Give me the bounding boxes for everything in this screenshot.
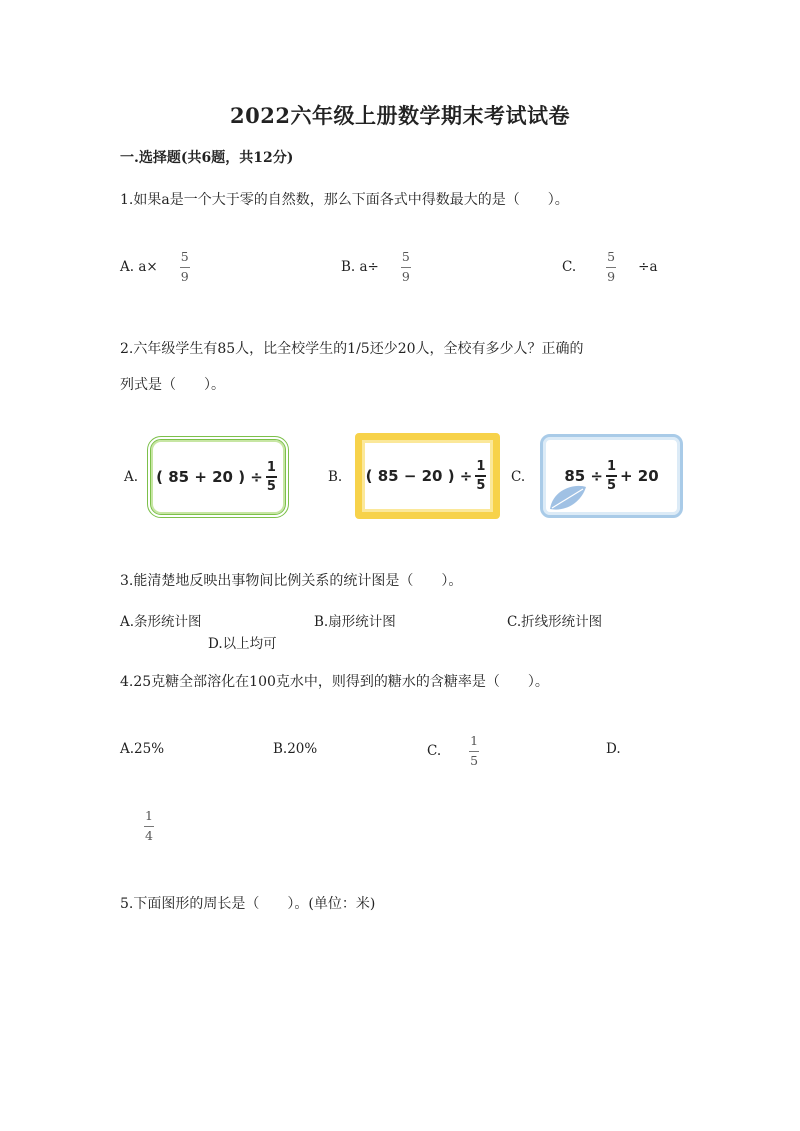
fraction-numerator: 1 xyxy=(266,460,276,475)
fraction-denominator: 5 xyxy=(266,479,276,494)
q1-option-b xyxy=(341,251,411,283)
q3-option-a: A.条形统计图 xyxy=(120,614,202,630)
q2-option-c-label: C. xyxy=(511,469,526,485)
question-4-text: 4.25克糖全部溶化在100克水中，则得到的糖水的含糖率是（ ）。 xyxy=(120,674,549,690)
q1-option-c-prefix: C. xyxy=(562,259,577,275)
q4-option-c xyxy=(427,735,479,767)
fraction-denominator: 5 xyxy=(606,478,617,493)
page-title: 2022六年级上册数学期末考试试卷 xyxy=(230,103,570,128)
fraction-denominator: 4 xyxy=(145,827,153,843)
fraction-denominator: 9 xyxy=(180,268,189,284)
q4-option-b: B.20% xyxy=(273,741,318,757)
q1-option-a xyxy=(120,251,190,283)
expression-text: ( 85 + 20 ) ÷ xyxy=(156,468,263,486)
q1-option-c-suffix: ÷a xyxy=(638,259,658,275)
fraction-numerator: 1 xyxy=(145,808,153,823)
fraction-numerator: 5 xyxy=(607,249,616,264)
q2-option-c-frame xyxy=(540,434,683,518)
q4-option-d-label: D. xyxy=(606,741,621,757)
fraction-numerator: 5 xyxy=(401,249,410,264)
fraction-numerator: 5 xyxy=(180,249,189,264)
q1-option-b-prefix: B. a÷ xyxy=(341,259,379,275)
q1-option-a-fraction xyxy=(180,251,190,283)
question-5-text: 5.下面图形的周长是（ ）。(单位：米) xyxy=(120,896,376,912)
q1-option-b-fraction xyxy=(401,251,411,283)
expression-fraction xyxy=(266,461,277,493)
q2-option-b-label: B. xyxy=(328,469,343,485)
fraction-numerator: 1 xyxy=(606,459,617,474)
question-2-text-line2: 列式是（ ）。 xyxy=(120,377,225,393)
fraction-numerator: 1 xyxy=(476,459,486,474)
question-3-text: 3.能清楚地反映出事物间比例关系的统计图是（ ）。 xyxy=(120,573,463,589)
q4-option-a: A.25% xyxy=(120,741,165,757)
q1-option-c-fraction xyxy=(606,251,616,283)
expression-fraction xyxy=(475,460,486,492)
q4-option-c-label: C. xyxy=(427,743,442,759)
question-2-text-line1: 2.六年级学生有85人，比全校学生的1/5还少20人，全校有多少人？正确的 xyxy=(120,341,584,357)
leaf-decoration-icon xyxy=(547,481,589,513)
expression-text-post: + 20 xyxy=(620,467,659,485)
q1-option-a-prefix: A. a× xyxy=(120,259,158,275)
q2-option-a-expression xyxy=(151,440,285,514)
q1-option-c xyxy=(562,251,658,283)
q2-option-a-label: A. xyxy=(124,469,139,485)
q2-option-a-frame xyxy=(147,436,289,518)
fraction-denominator: 9 xyxy=(607,268,616,284)
expression-text: ( 85 − 20 ) ÷ xyxy=(365,467,473,485)
expression-fraction xyxy=(606,460,617,492)
fraction-denominator: 5 xyxy=(470,752,479,768)
fraction-denominator: 9 xyxy=(401,268,410,284)
question-1-text: 1.如果a是一个大于零的自然数，那么下面各式中得数最大的是（ ）。 xyxy=(120,192,569,208)
q4-option-c-fraction xyxy=(469,735,479,767)
q2-option-b-expression xyxy=(362,440,493,512)
fraction-denominator: 5 xyxy=(476,478,486,493)
expression-text-pre: 85 ÷ xyxy=(564,467,603,485)
section-heading: 一.选择题(共6题，共12分) xyxy=(120,150,294,166)
q2-option-b-frame xyxy=(355,433,500,519)
q3-option-d: D.以上均可 xyxy=(208,636,277,652)
q3-option-c: C.折线形统计图 xyxy=(507,614,603,630)
fraction-numerator: 1 xyxy=(470,733,479,748)
q3-option-b: B.扇形统计图 xyxy=(314,614,396,630)
q4-option-d-fraction xyxy=(144,810,154,842)
